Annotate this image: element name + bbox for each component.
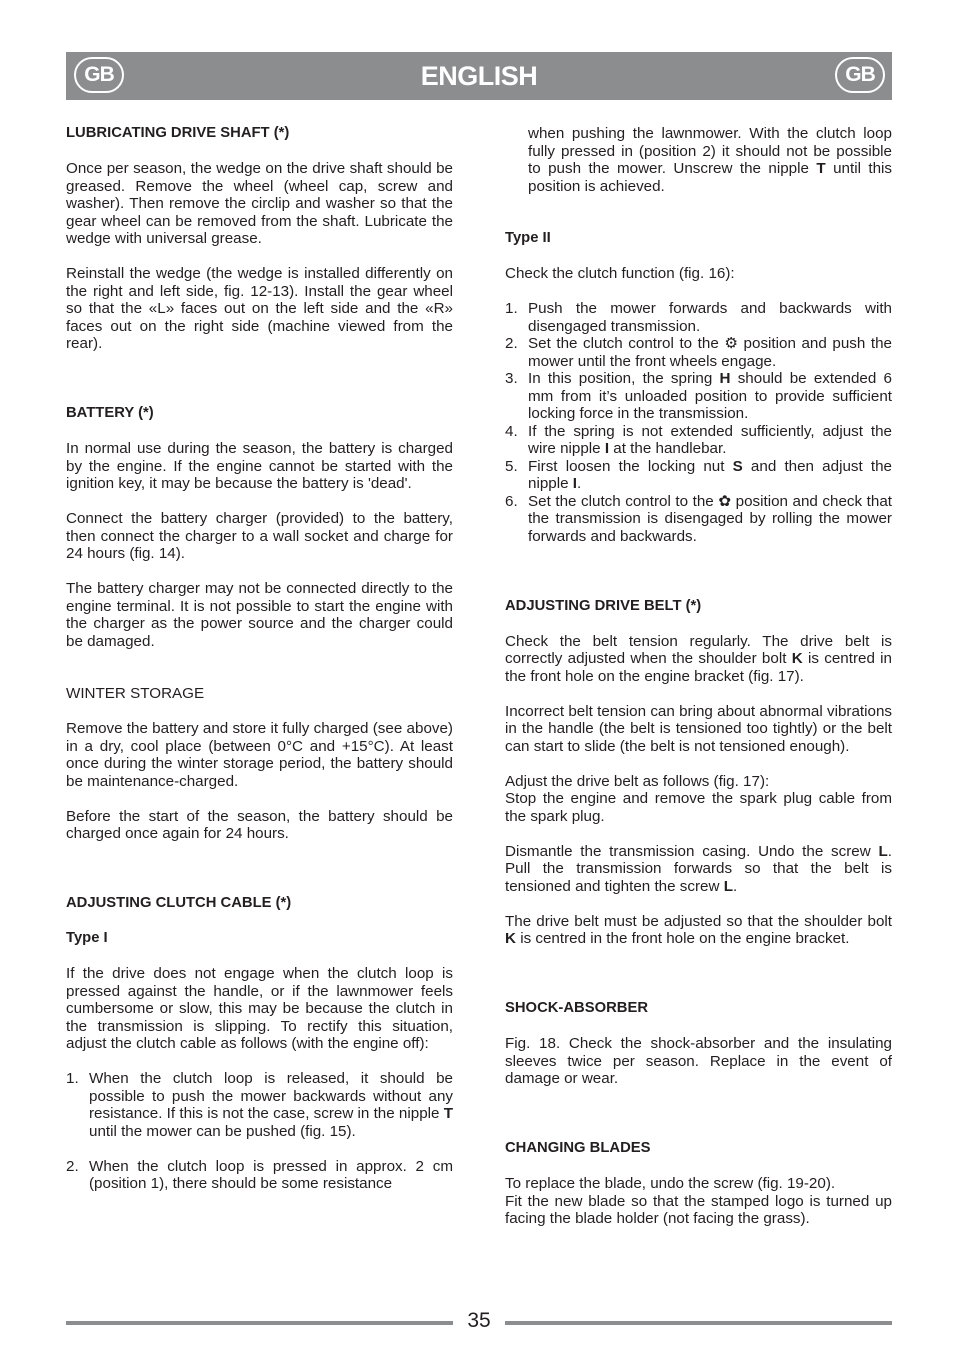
type-1-heading: Type I (66, 930, 108, 946)
right-column (505, 125, 892, 1228)
step-number: 1. (66, 1070, 79, 1087)
lubricating-paragraph-1: Once per season, the wedge on the drive shaft should be greased. Remove the wheel (wheel cap, screw and washer). Then remove the circlip and washer so that the gear wheel can be removed from the shaft. Lubricate the wedge with universal grease. (66, 160, 453, 247)
battery-paragraph-2: Connect the battery charger (provided) to the battery, then connect the charger to a wall socket and charge for 24 hours (fig. 14). (66, 510, 453, 562)
type-2-step-6: 6. Set the clutch control to the ✿ position and check that the transmission is disengaged by rolling the mower forwards and backwards. (505, 492, 893, 545)
type-1-step-1: 1. When the clutch loop is released, it should be possible to push the mower backwards without any resistance. If this is not the case, screw in the nipple T until the mower can be pushed (fig. 15). (66, 1070, 453, 1140)
type-2-step-4: 4. If the spring is not extended sufficiently, adjust the wire nipple I at the handlebar. (505, 422, 892, 457)
drive-belt-paragraph-2: Incorrect belt tension can bring about abnormal vibrations in the handle (the belt is tensioned too tightly) or the belt can start to slide (the belt is not tensioned enough). (505, 702, 892, 755)
winter-storage-heading: WINTER STORAGE (66, 685, 205, 702)
changing-blades-line-1: To replace the blade, undo the screw (fig. 19-20). (505, 1175, 836, 1192)
footer-rule-left (66, 1321, 453, 1325)
type-1-step-2-continued: when pushing the lawnmower. With the clutch loop fully pressed in (position 2) it should not be possible to push the mower. Unscrew the nipple T until this position is achieved. (528, 125, 893, 195)
type-2-step-5: 5. First loosen the locking nut S and then adjust the nipple I. (505, 457, 892, 492)
drive-belt-paragraph-3-line-1: Adjust the drive belt as follows (fig. 17): (505, 772, 770, 790)
footer-rule-right (505, 1321, 892, 1325)
changing-blades-line-2: Fit the new blade so that the stamped logo is turned up facing the blade holder (not facing the grass). (505, 1192, 892, 1227)
type-2-steps (505, 300, 892, 545)
type-1-paragraph: If the drive does not engage when the clutch loop is pressed against the handle, or if the lawnmower feels cumbersome or slow, this may be because the clutch in the transmission is slipping. To rectify this situation, adjust the clutch cable as follows (with the engine off): (66, 965, 453, 1052)
drive-belt-heading: ADJUSTING DRIVE BELT (*) (505, 597, 702, 614)
page-header-bar (66, 52, 892, 100)
type-2-step-1: 1. Push the mower forwards and backwards with disengaged transmission. (505, 300, 892, 335)
battery-heading: BATTERY (*) (66, 405, 154, 421)
lubricating-paragraph-2: Reinstall the wedge (the wedge is installed differently on the right and left side, fig. 12-13). Install the gear wheel so that the «L» faces out on the left side and the «R» faces out on the right side (machine viewed from the rear). (66, 265, 453, 352)
type-2-step-3: 3. In this position, the spring H should be extended 6 mm from it’s unloaded position to provide sufficient locking force in the transmission. (505, 370, 892, 422)
winter-storage-paragraph-1: Remove the battery and store it fully charged (see above) in a dry, cool place (between 0°C and +15°C). At least once during the winter storage period, the battery should be maintenance-charged. (66, 720, 453, 790)
clutch-disengaged-icon: ✿ (718, 492, 732, 510)
type-1-steps (66, 1070, 453, 1193)
battery-paragraph-3: The battery charger may not be connected directly to the engine terminal. It is not possible to start the engine with the charger as the power source and the charger could be damaged. (66, 580, 453, 650)
shock-absorber-paragraph: Fig. 18. Check the shock-absorber and the insulating sleeves twice per season. Replace in the event of damage or wear. (505, 1035, 892, 1087)
clutch-cable-heading: ADJUSTING CLUTCH CABLE (*) (66, 895, 292, 911)
drive-belt-paragraph-3-line-2: Stop the engine and remove the spark plug cable from the spark plug. (505, 790, 892, 825)
shock-absorber-heading: SHOCK-ABSORBER (505, 1000, 649, 1016)
left-column (66, 125, 453, 1193)
drive-belt-paragraph-5: The drive belt must be adjusted so that the shoulder bolt K is centred in the front hole on the engine bracket. (505, 912, 892, 947)
changing-blades-heading: CHANGING BLADES (505, 1140, 651, 1156)
step-number: 2. (66, 1157, 79, 1175)
drive-belt-paragraph-4: Dismantle the transmission casing. Undo the screw L. Pull the transmission forwards so that the belt is tensioned and tighten the screw L. (505, 842, 892, 895)
drive-belt-paragraph-1: Check the belt tension regularly. The drive belt is correctly adjusted when the shoulder bolt K is centred in the front hole on the engine bracket (fig. 17). (505, 632, 893, 685)
type-1-step-2: 2. When the clutch loop is pressed in approx. 2 cm (position 1), there should be some resistance (66, 1157, 453, 1192)
winter-storage-paragraph-2: Before the start of the season, the battery should be charged once again for 24 hours. (66, 807, 453, 842)
gb-language-badge-left: GB (74, 57, 124, 93)
gb-language-badge-right: GB (835, 57, 885, 93)
type-2-step-2: 2. Set the clutch control to the ⚙ position and push the mower until the front wheels engage. (505, 335, 892, 370)
battery-paragraph-1: In normal use during the season, the battery is charged by the engine. If the engine cannot be started with the ignition key, it may be because the battery is 'dead'. (66, 440, 453, 492)
lubricating-heading: LUBRICATING DRIVE SHAFT (*) (66, 125, 290, 141)
clutch-engaged-icon: ⚙ (724, 335, 738, 352)
type-2-intro: Check the clutch function (fig. 16): (505, 265, 735, 282)
page-number: 35 (467, 1309, 491, 1332)
type-2-heading: Type II (505, 230, 551, 246)
language-title: ENGLISH (420, 61, 538, 91)
